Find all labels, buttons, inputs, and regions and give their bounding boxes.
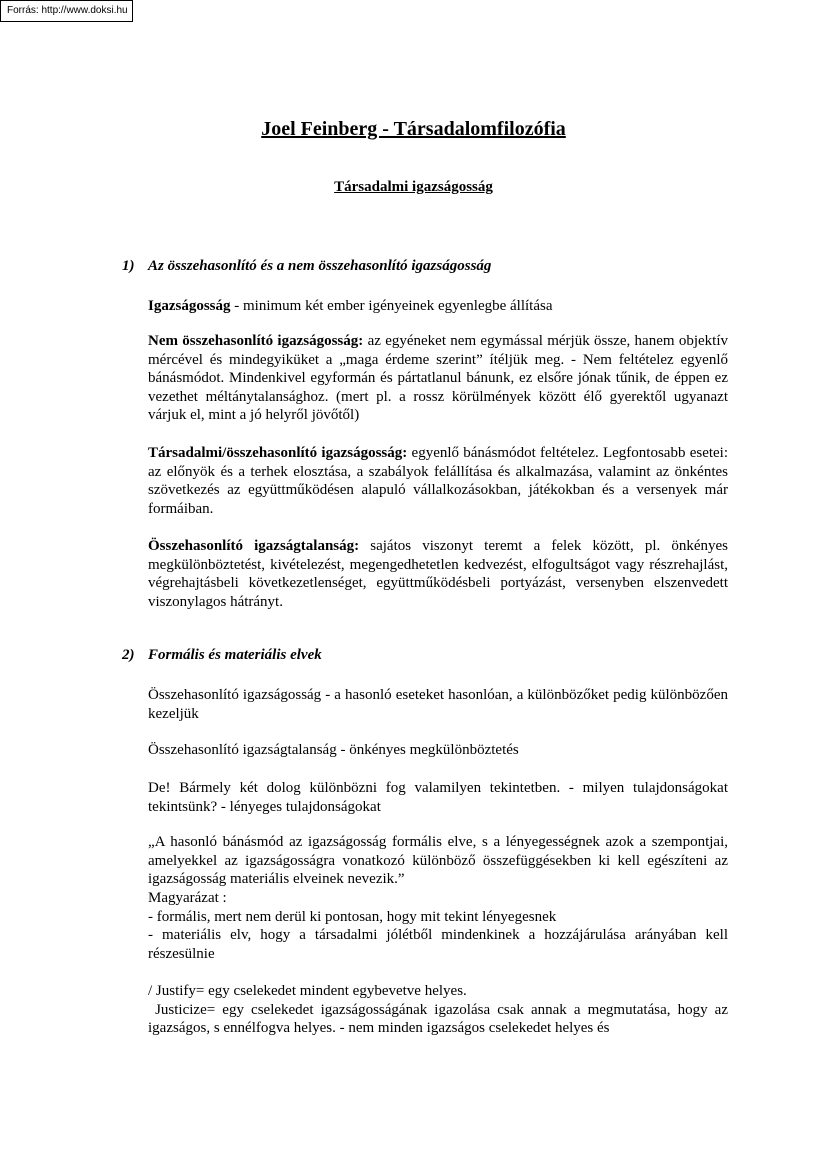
paragraph	[148, 537, 728, 611]
term: Összehasonlító igazságtalanság:	[148, 538, 360, 554]
source-link[interactable]: Forrás: http://www.doksi.hu	[0, 0, 133, 22]
justify-note	[148, 982, 732, 1038]
section-title: Formális és materiális elvek	[148, 647, 322, 663]
paragraph: Összehasonlító igazságosság - a hasonló eseteket hasonlóan, a különbözőket pedig különbözően kezeljük	[148, 687, 728, 722]
section-number: 1)	[122, 258, 135, 274]
paragraph-text: sajátos viszonyt teremt a felek között, pl. önkényes megkülönböztetést, kivételezést, megengedhetetlen kedvezést, elfogultságot vagy részrehajlást, végrehajtásbeli következetlenséget, együttműködésbeli portyázást, versenyben elszenvedett viszonylagos hátrányt.	[148, 538, 729, 610]
section-number: 2)	[122, 647, 135, 663]
document-subtitle: Társadalmi igazságosság	[334, 179, 493, 195]
paragraph: Összehasonlító igazságtalanság - önkényes megkülönböztetés	[148, 742, 519, 758]
document-title: Joel Feinberg - Társadalomfilozófia	[261, 118, 566, 140]
justify-line: / Justify= egy cselekedet mindent egybevetve helyes.	[148, 983, 467, 999]
explanation-line: - materiális elv, hogy a társadalmi jólétből mindenkinek a hozzájárulása arányában kell részesülnie	[148, 927, 728, 962]
term: Igazságosság	[148, 298, 231, 314]
justicize-line: Justicize= egy cselekedet igazságosságának igazolása csak annak a megmutatása, hogy az igazságos, s ennélfogva helyes. - nem minden igazságos cselekedet helyes és	[148, 1001, 732, 1036]
paragraph: De! Bármely két dolog különbözni fog valamilyen tekintetben. - milyen tulajdonságokat tekintsünk? - lényeges tulajdonságokat	[148, 780, 728, 815]
section-heading	[122, 256, 491, 276]
paragraph	[148, 297, 728, 316]
explanation-line: - formális, mert nem derül ki pontosan, hogy mit tekint lényegesnek	[148, 908, 557, 925]
paragraph	[148, 444, 728, 518]
term: Társadalmi/összehasonlító igazságosság:	[148, 445, 408, 461]
term: Nem összehasonlító igazságosság:	[148, 333, 364, 349]
explanation	[148, 889, 728, 963]
quote-paragraph: „A hasonló bánásmód az igazságosság formális elve, s a lényegességnek azok a szempontjai, amelyekkel az igazságosságra vonatkozó különböző összefüggésekben ki kell egészíteni az igazságosság materiális elveinek nevezik.”	[148, 834, 728, 887]
section-title: Az összehasonlító és a nem összehasonlító igazságosság	[148, 258, 492, 274]
paragraph	[148, 332, 728, 425]
paragraph-text: - minimum két ember igényeinek egyenlegbe állítása	[230, 298, 553, 314]
paragraph-text: egyenlő bánásmódot feltételez. Legfontosabb esetei: az előnyök és a terhek elosztása, a szabályok felállítása és alkalmazása, valamint az önkéntes szövetkezés az együttműködésen alapuló vállalkozásokban, játékokban és a versenyek már formáiban.	[148, 445, 729, 517]
explanation-line: Magyarázat :	[148, 890, 227, 906]
section-heading	[122, 645, 322, 665]
paragraph-text: az egyéneket nem egymással mérjük össze, hanem objektív mércével és mindegyiküket a „maga érdeme szerint” ítéljük meg. - Nem feltételez egyenlő bánásmódot. Mindenkivel egyformán és pártatlanul bánunk, ez elsőre jónak tűnik, de éppen ez vezethet méltánytalansághoz. (mert pl. a rossz körülmények között élő gyerektől ugyanazt várjuk el, mint a jó helyről jövőtől)	[148, 333, 728, 423]
